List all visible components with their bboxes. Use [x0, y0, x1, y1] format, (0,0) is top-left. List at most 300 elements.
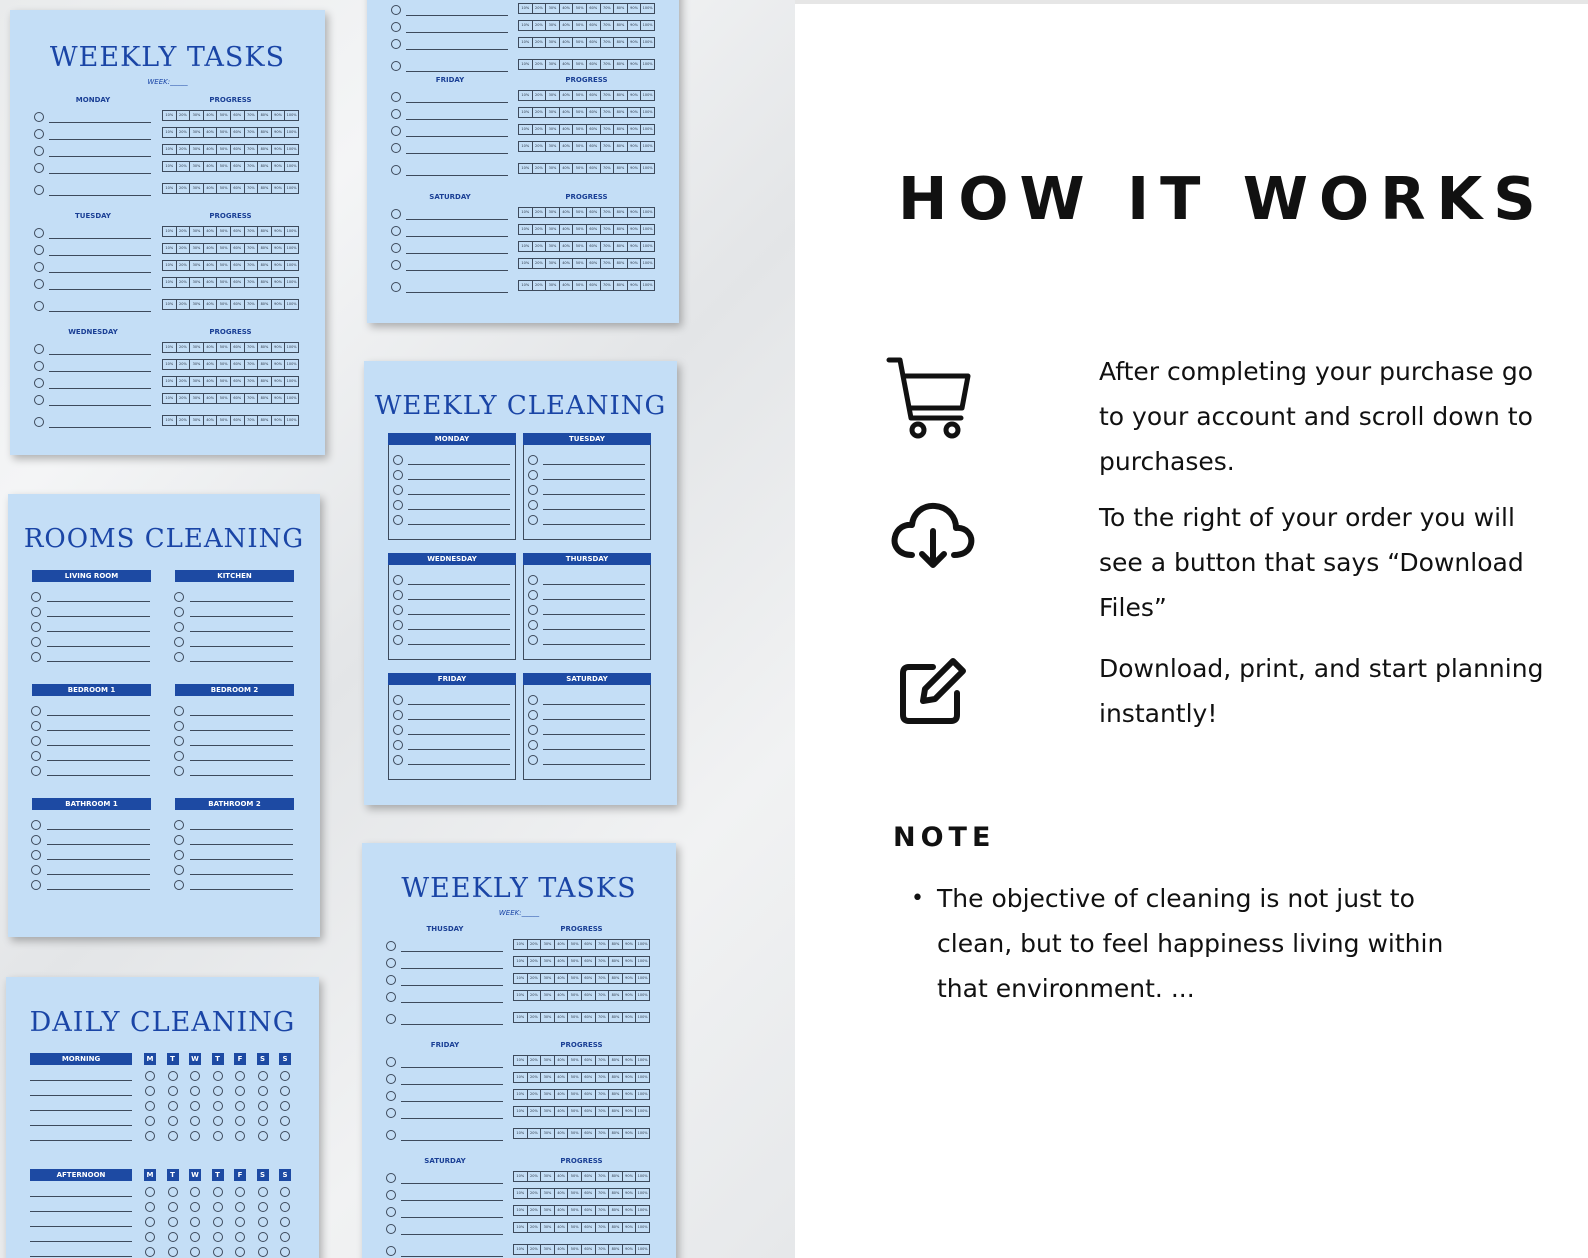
progress-step: 60%	[587, 281, 601, 290]
weekday-box: S	[279, 1053, 291, 1065]
progress-bar	[518, 141, 655, 152]
checkbox-circle	[235, 1187, 245, 1197]
progress-step: 30%	[546, 108, 560, 117]
progress-step: 40%	[204, 128, 218, 137]
task-line	[543, 764, 645, 765]
progress-bar	[518, 241, 655, 252]
checkbox-circle	[528, 740, 538, 750]
sheet-title: WEEKLY TASKS	[401, 873, 637, 904]
task-line	[49, 156, 151, 157]
progress-step: 40%	[204, 111, 218, 120]
progress-step: 50%	[217, 244, 231, 253]
checkbox-circle	[391, 22, 401, 32]
progress-step: 30%	[541, 1013, 555, 1022]
checkbox-circle	[213, 1086, 223, 1096]
progress-step: 30%	[546, 4, 560, 13]
progress-step: 70%	[601, 164, 615, 173]
progress-step: 80%	[609, 957, 623, 966]
checkbox-circle	[258, 1202, 268, 1212]
progress-step: 80%	[614, 208, 628, 217]
task-line	[190, 844, 293, 845]
checkbox-circle	[393, 515, 403, 525]
progress-step: 10%	[514, 1013, 528, 1022]
progress-step: 90%	[628, 164, 642, 173]
task-line	[543, 494, 645, 495]
task-line	[408, 494, 510, 495]
task-line	[47, 730, 150, 731]
progress-step: 10%	[514, 991, 528, 1000]
progress-step: 20%	[533, 259, 547, 268]
progress-step: 70%	[596, 940, 610, 949]
sheet-title: WEEKLY TASKS	[49, 42, 286, 73]
task-line	[406, 219, 508, 220]
cloud-download-icon	[890, 501, 975, 573]
progress-step: 90%	[623, 1172, 637, 1181]
progress-step: 80%	[614, 142, 628, 151]
progress-step: 10%	[519, 4, 533, 13]
checkbox-circle	[235, 1071, 245, 1081]
progress-step: 30%	[190, 278, 204, 287]
progress-step: 70%	[596, 1013, 610, 1022]
progress-step: 50%	[573, 242, 587, 251]
progress-step: 30%	[541, 1129, 555, 1138]
progress-step: 90%	[272, 394, 286, 403]
progress-step: 50%	[568, 1206, 582, 1215]
progress-step: 10%	[163, 162, 177, 171]
progress-step: 20%	[533, 91, 547, 100]
progress-bar	[518, 37, 655, 48]
progress-step: 100%	[637, 1247, 648, 1251]
checkbox-circle	[393, 455, 403, 465]
progress-step: 100%	[637, 942, 648, 946]
task-line	[190, 646, 293, 647]
progress-step: 30%	[546, 164, 560, 173]
progress-step: 90%	[628, 4, 642, 13]
task-line	[543, 464, 645, 465]
progress-label: PROGRESS	[560, 1041, 603, 1049]
progress-step: 40%	[204, 416, 218, 425]
progress-step: 20%	[533, 142, 547, 151]
progress-bar	[162, 161, 299, 172]
progress-step: 90%	[628, 60, 642, 69]
progress-step: 30%	[190, 416, 204, 425]
task-line	[543, 734, 645, 735]
progress-step: 100%	[286, 263, 297, 267]
progress-bar	[518, 107, 655, 118]
checkbox-circle	[190, 1131, 200, 1141]
progress-step: 90%	[272, 343, 286, 352]
progress-step: 40%	[555, 1107, 569, 1116]
progress-step: 30%	[190, 244, 204, 253]
checkbox-circle	[174, 880, 184, 890]
checkbox-circle	[280, 1101, 290, 1111]
progress-step: 40%	[560, 60, 574, 69]
progress-step: 30%	[546, 281, 560, 290]
progress-step: 50%	[217, 360, 231, 369]
weekday-box: T	[212, 1169, 224, 1181]
progress-step: 30%	[541, 1223, 555, 1232]
checkbox-circle	[386, 941, 396, 951]
progress-step: 50%	[217, 227, 231, 236]
progress-step: 70%	[245, 300, 259, 309]
room-header: KITCHEN	[175, 570, 294, 582]
checkbox-circle	[34, 146, 44, 156]
task-line	[401, 1256, 503, 1257]
checkbox-circle	[168, 1202, 178, 1212]
progress-step: 70%	[245, 244, 259, 253]
checkbox-circle	[280, 1131, 290, 1141]
progress-step: 70%	[601, 91, 615, 100]
progress-step: 50%	[568, 1245, 582, 1254]
task-line	[47, 844, 150, 845]
checkbox-circle	[34, 228, 44, 238]
progress-step: 10%	[519, 281, 533, 290]
task-line	[47, 745, 150, 746]
progress-step: 70%	[245, 162, 259, 171]
progress-bar	[162, 277, 299, 288]
checkbox-circle	[168, 1247, 178, 1257]
progress-step: 90%	[628, 259, 642, 268]
checkbox-circle	[393, 755, 403, 765]
progress-step: 50%	[573, 125, 587, 134]
weekly-cleaning-sheet	[364, 361, 677, 805]
task-line	[408, 524, 510, 525]
progress-step: 100%	[286, 396, 297, 400]
progress-step: 50%	[573, 60, 587, 69]
task-line	[543, 599, 645, 600]
checkbox-circle	[386, 975, 396, 985]
task-line	[406, 102, 508, 103]
checkbox-circle	[391, 92, 401, 102]
progress-step: 60%	[582, 1172, 596, 1181]
progress-step: 10%	[519, 21, 533, 30]
progress-step: 50%	[573, 281, 587, 290]
progress-step: 50%	[573, 259, 587, 268]
progress-step: 20%	[528, 1013, 542, 1022]
progress-step: 90%	[272, 145, 286, 154]
progress-step: 10%	[163, 360, 177, 369]
progress-step: 50%	[217, 343, 231, 352]
checkbox-circle	[280, 1086, 290, 1096]
progress-step: 80%	[258, 300, 272, 309]
progress-step: 90%	[628, 91, 642, 100]
progress-step: 10%	[163, 145, 177, 154]
weekly-tasks-sheet	[362, 843, 676, 1258]
weekly-tasks-sheet-continued	[367, 0, 679, 323]
checkbox-circle	[190, 1217, 200, 1227]
task-line	[47, 775, 150, 776]
checkbox-circle	[235, 1232, 245, 1242]
progress-step: 30%	[541, 1206, 555, 1215]
day-label: THUSDAY	[426, 925, 464, 933]
progress-step: 30%	[190, 227, 204, 236]
task-line	[401, 968, 503, 969]
progress-step: 60%	[582, 1189, 596, 1198]
checkbox-circle	[190, 1071, 200, 1081]
task-line	[190, 616, 293, 617]
progress-step: 30%	[190, 300, 204, 309]
checkbox-circle	[31, 820, 41, 830]
checkbox-circle	[31, 835, 41, 845]
checkbox-circle	[174, 736, 184, 746]
task-line	[543, 629, 645, 630]
weekday-box: S	[257, 1169, 269, 1181]
progress-step: 20%	[177, 227, 191, 236]
checkbox-circle	[168, 1131, 178, 1141]
day-header: FRIDAY	[388, 673, 516, 685]
progress-step: 30%	[546, 91, 560, 100]
progress-step: 30%	[190, 111, 204, 120]
progress-step: 60%	[582, 991, 596, 1000]
checkbox-circle	[145, 1217, 155, 1227]
progress-step: 60%	[231, 261, 245, 270]
progress-step: 60%	[582, 940, 596, 949]
progress-step: 100%	[642, 144, 653, 148]
task-line	[543, 719, 645, 720]
progress-step: 60%	[587, 208, 601, 217]
progress-step: 50%	[217, 300, 231, 309]
progress-step: 20%	[528, 1056, 542, 1065]
task-line	[408, 509, 510, 510]
checkbox-circle	[31, 622, 41, 632]
checkbox-circle	[393, 575, 403, 585]
checkbox-circle	[31, 592, 41, 602]
day-label: FRIDAY	[435, 76, 465, 84]
checkbox-circle	[258, 1247, 268, 1257]
task-line	[47, 616, 150, 617]
progress-step: 100%	[642, 210, 653, 214]
task-line	[190, 631, 293, 632]
progress-step: 30%	[546, 38, 560, 47]
task-line	[543, 614, 645, 615]
checkbox-circle	[528, 575, 538, 585]
progress-step: 60%	[231, 162, 245, 171]
sheet-title: WEEKLY CLEANING	[374, 391, 667, 421]
progress-step: 40%	[204, 227, 218, 236]
progress-step: 20%	[177, 111, 191, 120]
progress-step: 90%	[623, 991, 637, 1000]
progress-step: 100%	[286, 113, 297, 117]
progress-step: 50%	[217, 145, 231, 154]
progress-step: 70%	[596, 1206, 610, 1215]
progress-step: 70%	[596, 1056, 610, 1065]
task-line	[401, 1084, 503, 1085]
checkbox-circle	[391, 282, 401, 292]
progress-step: 100%	[637, 993, 648, 997]
progress-bar	[162, 110, 299, 121]
note-list	[893, 876, 1453, 1011]
progress-step: 30%	[190, 162, 204, 171]
day-label: TUESDAY	[75, 212, 111, 220]
progress-step: 80%	[614, 164, 628, 173]
progress-step: 80%	[609, 1223, 623, 1232]
progress-step: 80%	[258, 184, 272, 193]
progress-step: 60%	[582, 1073, 596, 1082]
progress-step: 10%	[519, 225, 533, 234]
progress-step: 100%	[286, 164, 297, 168]
progress-step: 10%	[519, 259, 533, 268]
progress-bar	[162, 127, 299, 138]
progress-step: 70%	[245, 227, 259, 236]
task-line	[47, 829, 150, 830]
task-line	[408, 599, 510, 600]
checkbox-circle	[31, 865, 41, 875]
progress-step: 30%	[190, 145, 204, 154]
progress-step: 70%	[596, 974, 610, 983]
progress-step: 90%	[272, 416, 286, 425]
progress-step: 90%	[272, 360, 286, 369]
progress-step: 80%	[609, 1013, 623, 1022]
progress-label: PROGRESS	[565, 193, 608, 201]
progress-step: 70%	[245, 278, 259, 287]
progress-step: 20%	[177, 360, 191, 369]
checkbox-circle	[213, 1116, 223, 1126]
task-line	[190, 859, 293, 860]
checkbox-circle	[34, 395, 44, 405]
progress-step: 40%	[560, 108, 574, 117]
progress-bar	[513, 1188, 650, 1199]
checkbox-circle	[190, 1086, 200, 1096]
progress-step: 90%	[623, 1189, 637, 1198]
progress-step: 60%	[231, 111, 245, 120]
task-line	[408, 584, 510, 585]
checkbox-circle	[213, 1217, 223, 1227]
checkbox-circle	[528, 725, 538, 735]
sheet-title: DAILY CLEANING	[29, 1007, 296, 1038]
progress-step: 40%	[204, 162, 218, 171]
progress-bar	[518, 280, 655, 291]
progress-step: 20%	[177, 128, 191, 137]
task-line	[408, 629, 510, 630]
progress-step: 10%	[163, 111, 177, 120]
progress-step: 30%	[546, 225, 560, 234]
progress-step: 50%	[573, 142, 587, 151]
progress-label: PROGRESS	[560, 925, 603, 933]
progress-step: 100%	[637, 1015, 648, 1019]
checkbox-circle	[393, 470, 403, 480]
shopping-cart-icon	[885, 354, 975, 442]
progress-step: 10%	[519, 208, 533, 217]
weekday-box: M	[144, 1169, 156, 1181]
progress-step: 100%	[286, 147, 297, 151]
progress-step: 90%	[272, 227, 286, 236]
checkbox-circle	[235, 1247, 245, 1257]
task-line	[406, 270, 508, 271]
progress-step: 70%	[596, 1073, 610, 1082]
progress-step: 20%	[528, 940, 542, 949]
progress-step: 60%	[582, 1206, 596, 1215]
progress-step: 70%	[596, 1129, 610, 1138]
progress-step: 90%	[628, 38, 642, 47]
progress-bar	[162, 415, 299, 426]
progress-step: 80%	[258, 278, 272, 287]
progress-step: 50%	[573, 91, 587, 100]
task-line	[30, 1226, 132, 1227]
progress-step: 20%	[533, 60, 547, 69]
checkbox-circle	[174, 637, 184, 647]
weekday-box: T	[212, 1053, 224, 1065]
progress-bar	[513, 1089, 650, 1100]
step-1-text: After completing your purchase go to your account and scroll down to purchases.	[1099, 357, 1534, 476]
task-line	[543, 749, 645, 750]
progress-step: 50%	[568, 957, 582, 966]
progress-step: 90%	[628, 142, 642, 151]
task-line	[30, 1256, 132, 1257]
checkbox-circle	[174, 751, 184, 761]
checkbox-circle	[34, 344, 44, 354]
progress-step: 10%	[163, 343, 177, 352]
checkbox-circle	[34, 279, 44, 289]
checkbox-circle	[528, 635, 538, 645]
progress-bar	[513, 1244, 650, 1255]
checkbox-circle	[31, 721, 41, 731]
checkbox-circle	[174, 721, 184, 731]
task-line	[47, 715, 150, 716]
checkbox-circle	[31, 706, 41, 716]
task-line	[408, 764, 510, 765]
progress-step: 80%	[609, 1206, 623, 1215]
progress-step: 60%	[582, 974, 596, 983]
progress-step: 40%	[560, 164, 574, 173]
progress-step: 20%	[177, 184, 191, 193]
checkbox-circle	[391, 209, 401, 219]
checkbox-circle	[174, 850, 184, 860]
progress-step: 90%	[623, 1129, 637, 1138]
progress-step: 90%	[272, 244, 286, 253]
progress-step: 90%	[623, 1245, 637, 1254]
progress-step: 100%	[637, 976, 648, 980]
progress-step: 70%	[596, 1189, 610, 1198]
progress-step: 40%	[204, 244, 218, 253]
checkbox-circle	[391, 109, 401, 119]
progress-step: 60%	[587, 38, 601, 47]
checkbox-circle	[258, 1131, 268, 1141]
progress-step: 10%	[514, 1172, 528, 1181]
task-line	[543, 644, 645, 645]
progress-step: 80%	[258, 416, 272, 425]
checkbox-circle	[258, 1232, 268, 1242]
progress-step: 40%	[204, 261, 218, 270]
progress-step: 60%	[231, 244, 245, 253]
checkbox-circle	[34, 301, 44, 311]
task-line	[408, 464, 510, 465]
task-line	[401, 951, 503, 952]
progress-step: 20%	[533, 125, 547, 134]
progress-step: 10%	[514, 1056, 528, 1065]
checkbox-circle	[31, 607, 41, 617]
progress-step: 40%	[204, 184, 218, 193]
checkbox-circle	[280, 1247, 290, 1257]
checkbox-circle	[213, 1131, 223, 1141]
task-line	[401, 1234, 503, 1235]
checkbox-circle	[145, 1202, 155, 1212]
progress-step: 50%	[568, 1129, 582, 1138]
progress-step: 60%	[587, 60, 601, 69]
task-line	[49, 173, 151, 174]
progress-step: 10%	[163, 184, 177, 193]
checkbox-circle	[174, 622, 184, 632]
progress-step: 100%	[286, 186, 297, 190]
progress-step: 40%	[560, 225, 574, 234]
task-line	[408, 749, 510, 750]
checkbox-circle	[258, 1086, 268, 1096]
progress-step: 20%	[528, 1189, 542, 1198]
progress-step: 20%	[177, 343, 191, 352]
progress-step: 90%	[272, 278, 286, 287]
task-line	[49, 371, 151, 372]
progress-step: 40%	[555, 1056, 569, 1065]
progress-step: 60%	[587, 259, 601, 268]
